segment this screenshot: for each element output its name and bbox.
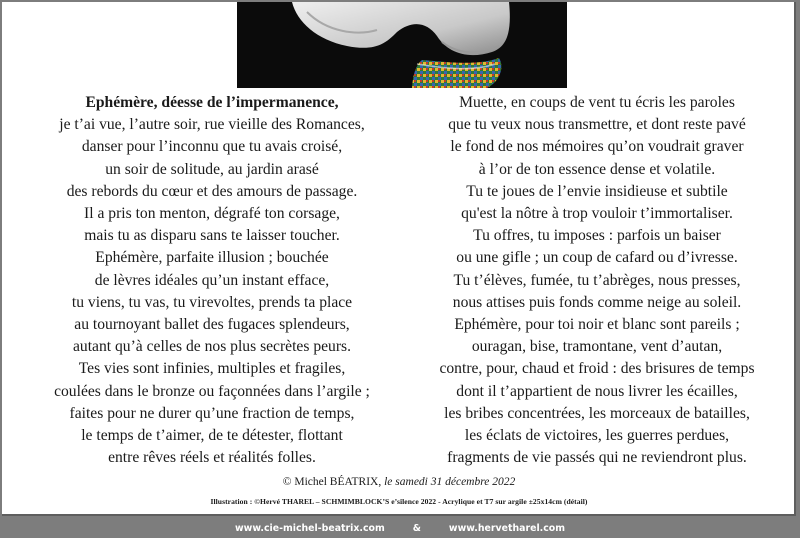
illustrator-website-link[interactable]: www.hervetharel.com: [448, 522, 565, 534]
sculpture-illustration: [237, 2, 567, 88]
poem-line: tu viens, tu vas, tu virevoltes, prends ta place: [71, 293, 353, 311]
poem-line: Ephémère, parfaite illusion ; bouchée: [95, 249, 329, 267]
poem-line: le temps de t’aimer, de te détester, flottant: [81, 427, 343, 445]
poem-line: mais tu as disparu sans te laisser toucher.: [84, 227, 340, 245]
poem-line: autant qu’à celles de nos plus secrètes peurs.: [73, 338, 351, 356]
poem-line: Muette, en coups de vent tu écris les paroles: [459, 94, 735, 111]
poem-line: coulées dans le bronze ou façonnées dans l’argile ;: [54, 382, 370, 400]
poem-line: au tournoyant ballet des fugaces splendeurs,: [74, 316, 350, 334]
poem-line: Tes vies sont infinies, multiples et fragiles,: [78, 360, 346, 378]
poem-line: des rebords du cœur et des amours de passage.: [66, 182, 358, 200]
poem-line: faites pour ne durer qu’une fraction de temps,: [69, 404, 355, 422]
poem-line: fragments de vie passés qui ne reviendront plus.: [447, 449, 747, 467]
poem-line: Tu te joues de l’envie insidieuse et subtile: [466, 182, 728, 200]
poem-line: un soir de solitude, au jardin arasé: [105, 160, 319, 178]
illustration-caption: Illustration : ©Hervé THAREL – SCHMIMBLOCK’S e’silence 2022 - Acrylique et T7 sur argile ±25x14cm (détail): [210, 497, 588, 506]
poem-line: ouragan, bise, tramontane, vent d’autan,: [471, 338, 723, 356]
poem-line: qu'est la nôtre à trop vouloir t’immortaliser.: [461, 205, 733, 223]
poem-page: [2, 2, 796, 516]
poem-line: de lèvres idéales qu’un instant efface,: [94, 271, 330, 289]
footer-bar: [0, 518, 800, 538]
poem-line: Tu t’élèves, fumée, tu t’abrèges, nous presses,: [453, 271, 741, 289]
poem-line: je t’ai vue, l’autre soir, rue vieille des Romances,: [59, 116, 365, 134]
poem-right-column: [427, 92, 767, 469]
poem-line: dont il t’appartient de nous livrer les écailles,: [456, 382, 738, 400]
poem-left-column: [42, 92, 382, 469]
poem-line: le fond de nos mémoires qu’on voudrait graver: [450, 138, 744, 156]
poem-line: à l’or de ton essence dense et volatile.: [478, 160, 716, 178]
poem-line: danser pour l’inconnu que tu avais croisé,: [81, 138, 343, 156]
poem-line: Il a pris ton menton, dégrafé ton corsage,: [84, 205, 340, 223]
copyright-line: [2, 476, 796, 488]
poem-line: les bribes concentrées, les morceaux de batailles,: [444, 404, 750, 422]
author-copyright: © Michel BÉATRIX,: [282, 476, 382, 488]
footer-separator: &: [412, 522, 421, 534]
sculpture-image: [237, 2, 567, 88]
poem-line: Ephémère, pour toi noir et blanc sont pareils ;: [454, 316, 740, 334]
poem-line: entre rêves réels et réalités folles.: [108, 449, 316, 467]
author-website-link[interactable]: www.cie-michel-beatrix.com: [235, 522, 385, 534]
poem-line: Tu offres, tu imposes : parfois un baiser: [473, 227, 721, 245]
poem-line: ou une gifle ; un coup de cafard ou d’ivresse.: [456, 249, 738, 267]
poem-date: le samedi 31 décembre 2022: [384, 476, 516, 488]
poem-title-line: Ephémère, déesse de l’impermanence,: [85, 94, 339, 111]
poem-line: les éclats de victoires, les guerres perdues,: [464, 427, 730, 445]
poem-line: contre, pour, chaud et froid : des brisures de temps: [439, 360, 755, 378]
poem-line: nous attises puis fonds comme neige au soleil.: [452, 293, 742, 311]
poem-line: que tu veux nous transmettre, et dont reste pavé: [448, 116, 746, 134]
